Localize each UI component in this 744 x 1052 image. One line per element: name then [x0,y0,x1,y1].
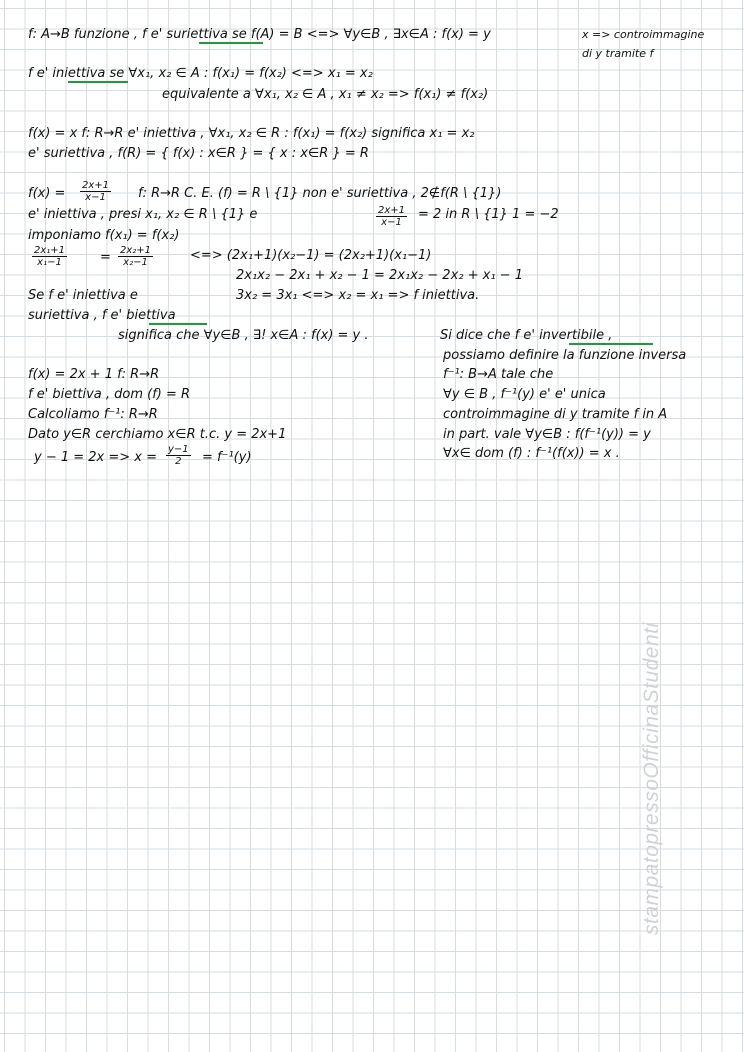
fraction-f1-num: 2x+1 [82,180,110,191]
imponiamo: imponiamo f(x₁) = f(x₂) [28,228,180,243]
underline-invertibile [569,343,653,345]
fraction-f2-den: x−1 [381,217,402,228]
fraction-f4-num: 2x₂+1 [120,245,152,256]
fraction-f3 [32,245,67,268]
fraction-f1 [80,180,111,203]
underline-suriettiva [199,42,263,44]
watermark: stampatopressoOfficinaStudenti [640,622,663,935]
def-suriettiva-text: f: A→B funzione , f e' suriettiva se f(A) = B <=> ∀y∈B , ∃x∈A : f(x) = y [28,27,491,42]
right-line-1: possiamo definire la funzione inversa [443,348,687,363]
rational-ce: f: R→R C. E. (f) = R \ {1} non e' suriettiva , 2∉f(R \ {1}) [138,186,502,201]
invertibile-def: Si dice che f e' invertibile , [440,328,613,343]
biettiva-meaning: significa che ∀y∈B , ∃! x∈A : f(x) = y . [118,328,369,343]
fraction-f2-num: 2x+1 [378,205,406,216]
rational-fx-label: f(x) = [28,186,66,201]
expand: 2x₁x₂ − 2x₁ + x₂ − 1 = 2x₁x₂ − 2x₂ + x₁ − 1 [236,268,523,283]
right-line-4: controimmagine di y tramite f in A [443,407,668,422]
example-solve: y − 1 = 2x => x = [34,450,158,465]
underline-biettiva [149,323,207,325]
fraction-f2 [376,205,407,228]
fraction-f3-den: x₁−1 [37,257,62,268]
example-inverse: = f⁻¹(y) [202,450,252,465]
rational-iniettiva-intro: e' iniettiva , presi x₁, x₂ ∈ R \ {1} e [28,207,258,222]
side-note-2: di y tramite f [582,47,654,60]
right-line-2: f⁻¹: B→A tale che [443,367,554,382]
example-dato: Dato y∈R cerchiamo x∈R t.c. y = 2x+1 [28,427,287,442]
conclusion-iniettiva: 3x₂ = 3x₁ <=> x₂ = x₁ => f iniettiva. [236,288,480,303]
fraction-equals: = [100,250,111,265]
fraction-f5-num: y−1 [168,444,189,455]
right-line-5: in part. vale ∀y∈B : f(f⁻¹(y)) = y [443,427,651,442]
underline-iniettiva [68,81,128,83]
fraction-f4 [118,245,153,268]
identity-iniettiva: f(x) = x f: R→R e' iniettiva , ∀x₁, x₂ ∈ R : f(x₁) = f(x₂) significa x₁ = x₂ [28,126,475,141]
def-iniettiva: f e' iniettiva se ∀x₁, x₂ ∈ A : f(x₁) = f(x₂) <=> x₁ = x₂ [28,66,373,81]
example-calcoliamo: Calcoliamo f⁻¹: R→R [28,407,158,422]
identity-suriettiva: e' suriettiva , f(R) = { f(x) : x∈R } = { x : x∈R } = R [28,146,369,161]
right-line-3: ∀y ∈ B , f⁻¹(y) e' e' unica [443,387,606,402]
fraction-f5-den: 2 [175,456,182,467]
biettiva-def: suriettiva , f e' biettiva [28,308,176,323]
side-note-1: x => controimmagine [582,28,705,41]
biettiva-intro: Se f e' iniettiva e [28,288,138,303]
fraction-f1-den: x−1 [85,192,106,203]
def-suriettiva [28,27,491,43]
fraction-f3-num: 2x₁+1 [34,245,66,256]
example-biettiva: f e' biettiva , dom (f) = R [28,387,191,402]
example-fx: f(x) = 2x + 1 f: R→R [28,367,160,382]
rational-equals-2: = 2 in R \ {1} 1 = −2 [418,207,559,222]
cross-multiply: <=> (2x₁+1)(x₂−1) = (2x₂+1)(x₁−1) [190,248,432,263]
fraction-f5 [166,444,191,467]
fraction-f4-den: x₂−1 [123,257,148,268]
def-iniettiva-equivalent: equivalente a ∀x₁, x₂ ∈ A , x₁ ≠ x₂ => f(x₁) ≠ f(x₂) [162,87,489,102]
right-line-6: ∀x∈ dom (f) : f⁻¹(f(x)) = x . [443,446,620,461]
